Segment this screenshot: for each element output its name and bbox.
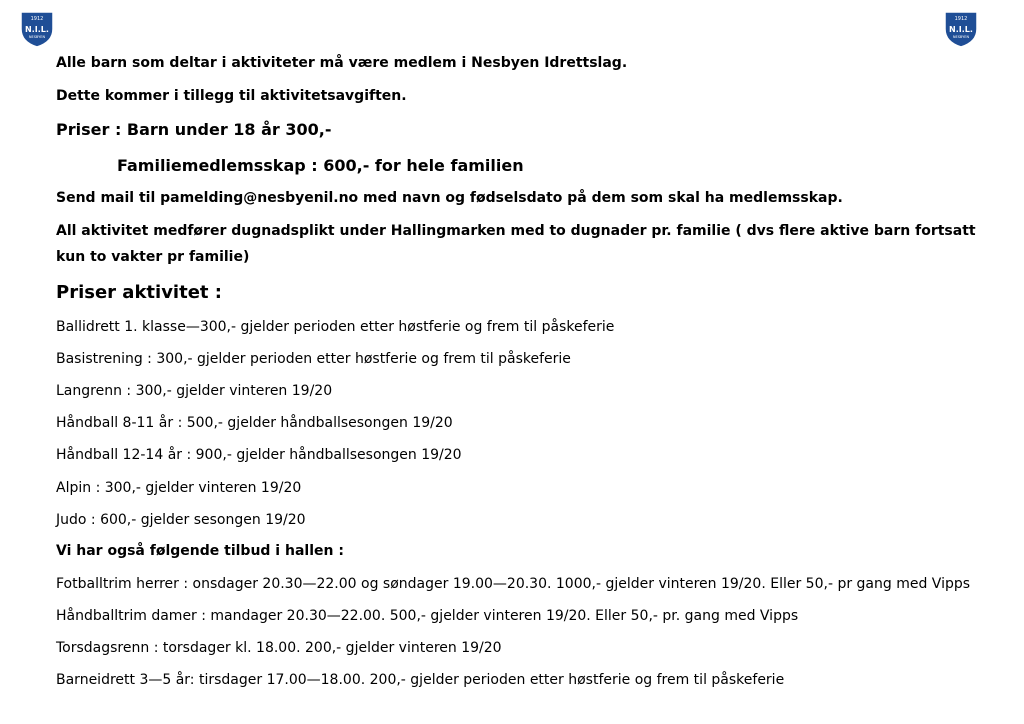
price-family: Familiemedlemsskap : 600,- for hele familien: [117, 156, 524, 175]
activity-item: Håndball 8-11 år : 500,- gjelder håndballsesongen 19/20: [56, 415, 453, 431]
mail-instructions: Send mail til pamelding@nesbyenil.no med navn og fødselsdato på dem som skal ha medlemsskap.: [56, 190, 843, 206]
activity-item: Håndball 12-14 år : 900,- gjelder håndballsesongen 19/20: [56, 447, 462, 463]
logo-year: 1912: [954, 16, 968, 22]
activity-item: Alpin : 300,- gjelder vinteren 19/20: [56, 480, 302, 496]
logo-year: 1912: [30, 16, 44, 22]
price-child: Priser : Barn under 18 år 300,-: [56, 120, 332, 139]
hall-offer-item: Barneidrett 3—5 år: tirsdager 17.00—18.00. 200,- gjelder perioden etter høstferie og frem til påskeferie: [56, 672, 785, 688]
logo-initials: N.I.L.: [949, 25, 973, 34]
logo-place: NESBYEN: [952, 35, 970, 39]
club-logo-right: [942, 9, 980, 49]
addition-text: Dette kommer i tillegg til aktivitetsavgiften.: [56, 88, 407, 104]
dugnad-text: All aktivitet medfører dugnadsplikt under Hallingmarken med to dugnader pr. familie ( dvs flere aktive barn fortsatt kun to vakter pr familie): [56, 223, 976, 265]
activity-item: Judo : 600,- gjelder sesongen 19/20: [56, 512, 306, 528]
hall-offer-item: Fotballtrim herrer : onsdager 20.30—22.00 og søndager 19.00—20.30. 1000,- gjelder vinteren 19/20. Eller 50,- pr gang med Vipps: [56, 576, 971, 592]
hall-offer-item: Håndballtrim damer : mandager 20.30—22.00. 500,- gjelder vinteren 19/20. Eller 50,- pr. gang med Vipps: [56, 608, 799, 624]
activity-heading: Priser aktivitet :: [56, 282, 222, 303]
hall-offer-item: Torsdagsrenn : torsdager kl. 18.00. 200,- gjelder vinteren 19/20: [56, 640, 502, 656]
logo-place: NESBYEN: [28, 35, 46, 39]
activity-item: Langrenn : 300,- gjelder vinteren 19/20: [56, 383, 333, 399]
membership-text: Alle barn som deltar i aktiviteter må være medlem i Nesbyen Idrettslag.: [56, 55, 628, 71]
club-logo-left: [18, 9, 56, 49]
hall-heading: Vi har også følgende tilbud i hallen :: [56, 543, 344, 559]
logo-initials: N.I.L.: [25, 25, 49, 34]
activity-item: Ballidrett 1. klasse—300,- gjelder perioden etter høstferie og frem til påskeferie: [56, 319, 615, 335]
activity-item: Basistrening : 300,- gjelder perioden etter høstferie og frem til påskeferie: [56, 351, 571, 367]
